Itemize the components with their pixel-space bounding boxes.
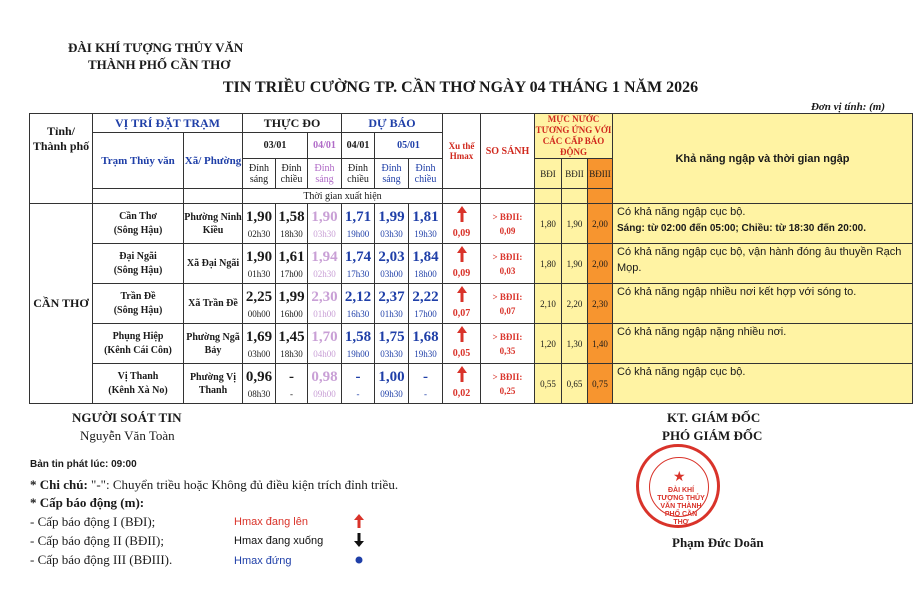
- flood-header: Khả năng ngập và thời gian ngập: [613, 114, 913, 204]
- b2-value: 2,20: [562, 284, 588, 324]
- location-header: VỊ TRÍ ĐẶT TRẠM: [93, 114, 243, 133]
- org-name: ĐÀI KHÍ TƯỢNG THỦY VĂN: [68, 40, 244, 55]
- b2-value: 1,30: [562, 324, 588, 364]
- level-cell: [375, 204, 409, 244]
- station-river: (Kênh Cái Côn): [104, 344, 172, 356]
- level-cell: [342, 284, 375, 324]
- water-level: 2,12: [344, 288, 372, 305]
- compare-value: 0,35: [499, 345, 516, 356]
- trend-cell: [443, 204, 481, 244]
- flood-note: [613, 324, 913, 364]
- water-level: 2,30: [311, 288, 338, 305]
- peak-time: 16h00: [280, 308, 303, 319]
- level-cell: [342, 364, 375, 404]
- peak-evening-header: Đỉnh chiều: [276, 159, 308, 189]
- level-cell: [342, 204, 375, 244]
- flood-note: [613, 204, 913, 244]
- director-title: KT. GIÁM ĐỐC: [667, 410, 761, 425]
- note-label: * Chi chú:: [30, 477, 88, 492]
- trend-value: 0,05: [452, 348, 471, 359]
- flood-note: [613, 284, 913, 324]
- water-level: 1,71: [344, 208, 372, 225]
- trend-value: 0,09: [452, 268, 471, 279]
- table-row: [30, 364, 913, 404]
- level-cell: [243, 284, 276, 324]
- compare-value: 0,25: [499, 385, 516, 396]
- level-cell: [342, 324, 375, 364]
- flood-note: [613, 364, 913, 404]
- table-row: [30, 284, 913, 324]
- b3-value: 2,00: [588, 204, 613, 244]
- peak-time: 09h30: [380, 388, 403, 399]
- peak-time: 01h30: [380, 308, 403, 319]
- level-cell: [276, 324, 308, 364]
- b1-value: 1,20: [535, 324, 562, 364]
- date-0401: 04/01: [342, 133, 375, 159]
- level-cell: [375, 244, 409, 284]
- level-cell: [308, 324, 342, 364]
- station-cell: [93, 204, 184, 244]
- unit-label: Đơn vị tính: (m): [810, 101, 885, 113]
- compare-label: > BĐII:: [492, 291, 523, 302]
- table-row: [30, 324, 913, 364]
- peak-time: 03h30: [380, 228, 403, 239]
- compare-value: 0,07: [499, 305, 516, 316]
- level-cell: [409, 284, 443, 324]
- peak-time: 01h30: [247, 268, 271, 279]
- peak-time: 19h00: [346, 228, 370, 239]
- peak-morning-header: Đỉnh sáng: [308, 159, 342, 189]
- compare-header: SO SÁNH: [481, 114, 535, 189]
- flood-note: [613, 244, 913, 284]
- peak-time: 03h30: [380, 348, 403, 359]
- water-level: 0,96: [245, 368, 273, 385]
- peak-time: 17h00: [414, 308, 437, 319]
- peak-time: 03h30: [313, 228, 336, 239]
- flood-note-text: Có khả năng ngập cục bộ.: [617, 366, 746, 378]
- ward-name: Xã Trần Đề: [184, 284, 243, 324]
- peak-time: 18h30: [280, 348, 303, 359]
- water-level: 1,70: [311, 328, 338, 345]
- b1-value: 2,10: [535, 284, 562, 324]
- star-icon: ★: [673, 470, 686, 485]
- b1-header: BĐI: [535, 159, 562, 189]
- director-name: Phạm Đức Doãn: [672, 535, 764, 550]
- official-seal: [636, 444, 720, 528]
- water-level: -: [355, 368, 361, 385]
- level-cell: [276, 364, 308, 404]
- peak-time: 03h00: [380, 268, 403, 279]
- water-level: 1,90: [245, 248, 273, 265]
- compare-label: > BĐII:: [492, 371, 523, 382]
- flood-note-text: Có khả năng ngập nhiều nơi kết hợp với sóng to.: [617, 286, 857, 298]
- water-level: 1,00: [378, 368, 405, 385]
- b1-value: 1,80: [535, 244, 562, 284]
- alarm-label: * Cấp báo động (m):: [30, 495, 145, 510]
- water-level: 1,99: [278, 288, 305, 305]
- date-0301: 03/01: [243, 133, 308, 159]
- station-river: (Sông Hậu): [113, 304, 163, 316]
- water-level: 0,98: [311, 368, 338, 385]
- table-row: [30, 244, 913, 284]
- water-level: 1,69: [245, 328, 273, 345]
- alarm-level-1: - Cấp báo động I (BĐI);: [30, 514, 156, 529]
- b2-value: 1,90: [562, 204, 588, 244]
- legend-up-label: Hmax đang lên: [234, 516, 308, 528]
- date-0501: 05/01: [375, 133, 443, 159]
- water-level: 1,94: [311, 248, 338, 265]
- tide-table: [29, 113, 913, 404]
- water-level: 1,58: [278, 208, 305, 225]
- water-level: 1,45: [278, 328, 305, 345]
- level-cell: [409, 244, 443, 284]
- level-cell: [243, 244, 276, 284]
- water-level: 1,90: [245, 208, 273, 225]
- compare-cell: [481, 244, 535, 284]
- station-river: (Sông Hậu): [113, 264, 163, 276]
- peak-evening-header: Đỉnh chiều: [409, 159, 443, 189]
- b1-value: 0,55: [535, 364, 562, 404]
- trend-value: 0,09: [452, 228, 471, 239]
- level-cell: [308, 284, 342, 324]
- dot-icon: [355, 556, 363, 564]
- water-level: 1,68: [412, 328, 439, 345]
- level-cell: [409, 364, 443, 404]
- arrow-up-icon: [354, 514, 364, 528]
- org-city: THÀNH PHỐ CẦN THƠ: [88, 57, 231, 72]
- peak-time: 19h00: [346, 348, 370, 359]
- province-name: CẦN THƠ: [30, 204, 93, 404]
- water-level: 1,90: [311, 208, 338, 225]
- peak-time: -: [424, 388, 427, 399]
- ward-header: Xã/ Phường: [184, 133, 243, 189]
- compare-value: 0,09: [499, 225, 516, 236]
- peak-time: 19h30: [414, 348, 437, 359]
- peak-time: -: [290, 388, 293, 399]
- level-cell: [308, 364, 342, 404]
- page-title: TIN TRIỀU CƯỜNG TP. CẦN THƠ NGÀY 04 THÁNG 1 NĂM 2026: [222, 79, 699, 96]
- trend-cell: [443, 284, 481, 324]
- level-cell: [375, 324, 409, 364]
- peak-time: 08h30: [247, 388, 271, 399]
- alarm-level-2: - Cấp báo động II (BĐII);: [30, 533, 164, 548]
- peak-time: 02h30: [247, 228, 271, 239]
- ward-name: Xã Đại Ngãi: [184, 244, 243, 284]
- peak-morning-header: Đỉnh sáng: [243, 159, 276, 189]
- flood-note-text: Có khả năng ngập nặng nhiều nơi.: [617, 326, 787, 338]
- table-row: [30, 204, 913, 244]
- peak-time: 17h30: [346, 268, 370, 279]
- b2-value: 0,65: [562, 364, 588, 404]
- peak-time: 00h00: [247, 308, 271, 319]
- reviewer-title: NGƯỜI SOÁT TIN: [72, 410, 182, 425]
- peak-time: 04h00: [313, 348, 336, 359]
- level-cell: [342, 244, 375, 284]
- peak-evening-header: Đỉnh chiều: [342, 159, 375, 189]
- director-subtitle: PHÓ GIÁM ĐỐC: [662, 428, 763, 443]
- alarm-header: MỰC NƯỚC TƯƠNG ỨNG VỚI CÁC CẤP BÁO ĐỘNG: [535, 114, 612, 157]
- b2-header: BĐII: [562, 159, 588, 189]
- arrow-up-icon: [457, 366, 467, 382]
- water-level: 2,37: [378, 288, 405, 305]
- station-river: (Kênh Xà No): [108, 384, 168, 396]
- level-cell: [243, 324, 276, 364]
- flood-note-text: Có khả năng ngập cục bộ, vận hành đóng âu thuyền Rạch Mọp.: [617, 246, 902, 274]
- level-cell: [409, 324, 443, 364]
- station-cell: [93, 284, 184, 324]
- station-name: Đại Ngãi: [119, 250, 157, 262]
- level-cell: [375, 284, 409, 324]
- flood-note-text: Có khả năng ngập cục bộ.: [617, 206, 746, 218]
- observed-header: THỰC ĐO: [243, 114, 342, 133]
- level-cell: [409, 204, 443, 244]
- b1-value: 1,80: [535, 204, 562, 244]
- peak-time: 18h00: [414, 268, 437, 279]
- station-cell: [93, 364, 184, 404]
- seal-text: ĐÀI KHÍ TƯỢNG THỦY VĂN THÀNH PHỐ CẦN THƠ: [657, 487, 705, 526]
- peak-time: 19h30: [414, 228, 437, 239]
- b3-value: 0,75: [588, 364, 613, 404]
- peak-time: 09h00: [313, 388, 336, 399]
- station-cell: [93, 324, 184, 364]
- ward-name: Phường Ngã Bảy: [184, 324, 243, 364]
- station-name: Cần Thơ: [119, 210, 157, 222]
- water-level: 2,22: [412, 288, 439, 305]
- level-cell: [276, 244, 308, 284]
- issued-time: Bản tin phát lúc: 09:00: [30, 459, 137, 470]
- level-cell: [276, 204, 308, 244]
- legend-down-label: Hmax đang xuống: [234, 535, 324, 547]
- water-level: 1,81: [412, 208, 439, 225]
- compare-label: > BĐII:: [492, 211, 523, 222]
- peak-morning-header: Đỉnh sáng: [375, 159, 409, 189]
- level-cell: [243, 364, 276, 404]
- water-level: 1,99: [378, 208, 405, 225]
- b3-header: BĐIII: [588, 159, 613, 189]
- note-line: [30, 477, 398, 493]
- compare-cell: [481, 324, 535, 364]
- province-header: Tỉnh/ Thành phố: [30, 114, 93, 204]
- ward-name: Phường Ninh Kiều: [184, 204, 243, 244]
- b2-value: 1,90: [562, 244, 588, 284]
- level-cell: [243, 204, 276, 244]
- station-name: Vị Thanh: [117, 370, 159, 382]
- legend-stand-label: Hmax đứng: [234, 555, 292, 567]
- peak-time: 17h00: [280, 268, 303, 279]
- peak-time: 16h30: [346, 308, 370, 319]
- b3-value: 2,30: [588, 284, 613, 324]
- station-name: Phụng Hiệp: [112, 330, 164, 342]
- level-cell: [308, 204, 342, 244]
- compare-label: > BĐII:: [492, 331, 523, 342]
- level-cell: [375, 364, 409, 404]
- reviewer-name: Nguyễn Văn Toàn: [80, 428, 175, 443]
- water-level: -: [289, 368, 294, 385]
- station-header: Trạm Thủy văn: [93, 133, 184, 189]
- station-cell: [93, 244, 184, 284]
- note-text: "-": Chuyển triều hoặc Không đủ điều kiện trích đỉnh triều.: [87, 477, 399, 492]
- water-level: 1,74: [344, 248, 372, 265]
- ward-name: Phường Vị Thanh: [184, 364, 243, 404]
- b3-value: 1,40: [588, 324, 613, 364]
- water-level: 2,03: [378, 248, 405, 265]
- water-level: 1,58: [344, 328, 372, 345]
- arrow-up-icon: [457, 246, 467, 262]
- trend-cell: [443, 364, 481, 404]
- peak-time: -: [356, 388, 360, 399]
- level-cell: [276, 284, 308, 324]
- water-level: 1,61: [278, 248, 305, 265]
- arrow-up-icon: [457, 286, 467, 302]
- trend-value: 0,07: [452, 308, 471, 319]
- peak-time: 02h30: [313, 268, 336, 279]
- compare-cell: [481, 204, 535, 244]
- alarm-level-3: - Cấp báo động III (BĐIII).: [30, 552, 173, 567]
- trend-cell: [443, 324, 481, 364]
- arrow-up-icon: [457, 326, 467, 342]
- peak-time: 03h00: [247, 348, 271, 359]
- trend-value: 0,02: [452, 388, 471, 399]
- water-level: -: [423, 368, 428, 385]
- water-level: 1,84: [412, 248, 439, 265]
- compare-cell: [481, 364, 535, 404]
- forecast-header: DỰ BÁO: [342, 114, 443, 133]
- level-cell: [308, 244, 342, 284]
- station-name: Trần Đề: [120, 290, 156, 302]
- trend-header: Xu thế Hmax: [443, 114, 481, 189]
- flood-time: Sáng: từ 02:00 đến 05:00; Chiều: từ 18:30 đến 20:00.: [617, 223, 867, 234]
- water-level: 2,25: [245, 288, 273, 305]
- station-river: (Sông Hậu): [113, 224, 163, 236]
- time-header: Thời gian xuất hiện: [243, 189, 443, 204]
- peak-time: 01h00: [313, 308, 336, 319]
- compare-value: 0,03: [499, 265, 516, 276]
- trend-cell: [443, 244, 481, 284]
- arrow-down-icon: [354, 533, 364, 547]
- peak-time: 18h30: [280, 228, 303, 239]
- compare-label: > BĐII:: [492, 251, 523, 262]
- arrow-up-icon: [457, 206, 467, 222]
- date-0401-obs: 04/01: [308, 133, 342, 159]
- compare-cell: [481, 284, 535, 324]
- water-level: 1,75: [378, 328, 405, 345]
- b3-value: 2,00: [588, 244, 613, 284]
